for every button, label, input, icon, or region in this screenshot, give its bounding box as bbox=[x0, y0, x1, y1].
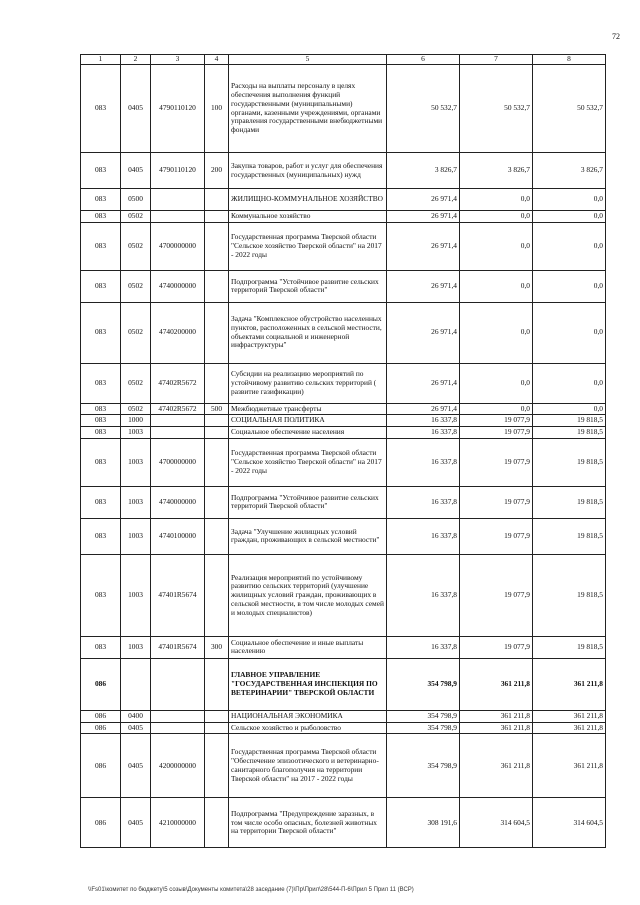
target-article-cell bbox=[151, 658, 205, 710]
table-row bbox=[81, 722, 606, 734]
amount-year-1-cell: 308 191,6 bbox=[387, 798, 460, 848]
table-row bbox=[81, 710, 606, 722]
target-article-cell: 4790110120 bbox=[151, 65, 205, 153]
expense-type-cell bbox=[205, 518, 229, 554]
amount-year-2-cell: 19 077,9 bbox=[460, 486, 533, 518]
admin-code-cell: 083 bbox=[81, 486, 121, 518]
section-code-cell bbox=[121, 658, 151, 710]
header-cell: 7 bbox=[460, 55, 533, 65]
amount-year-1-cell: 16 337,8 bbox=[387, 486, 460, 518]
admin-code-cell: 083 bbox=[81, 189, 121, 211]
header-cell: 8 bbox=[533, 55, 606, 65]
amount-year-2-cell: 19 077,9 bbox=[460, 636, 533, 658]
section-code-cell: 0502 bbox=[121, 222, 151, 270]
amount-year-1-cell: 16 337,8 bbox=[387, 415, 460, 427]
amount-year-3-cell: 50 532,7 bbox=[533, 65, 606, 153]
section-code-cell: 0405 bbox=[121, 798, 151, 848]
admin-code-cell: 083 bbox=[81, 302, 121, 363]
page-number: 72 bbox=[612, 32, 620, 41]
table-row bbox=[81, 153, 606, 189]
amount-year-1-cell: 354 798,9 bbox=[387, 658, 460, 710]
section-code-cell: 0405 bbox=[121, 722, 151, 734]
amount-year-1-cell: 26 971,4 bbox=[387, 189, 460, 211]
amount-year-2-cell: 0,0 bbox=[460, 302, 533, 363]
budget-table bbox=[80, 54, 606, 848]
expense-type-cell: 500 bbox=[205, 403, 229, 415]
item-name-cell: Подпрограмма "Устойчивое развитие сельских территорий Тверской области" bbox=[229, 486, 387, 518]
amount-year-2-cell: 3 826,7 bbox=[460, 153, 533, 189]
target-article-cell: 47402R5672 bbox=[151, 403, 205, 415]
target-article-cell bbox=[151, 189, 205, 211]
amount-year-3-cell: 0,0 bbox=[533, 363, 606, 403]
amount-year-1-cell: 26 971,4 bbox=[387, 302, 460, 363]
amount-year-2-cell: 19 077,9 bbox=[460, 438, 533, 486]
target-article-cell: 4700000000 bbox=[151, 222, 205, 270]
amount-year-2-cell: 0,0 bbox=[460, 270, 533, 302]
section-code-cell: 0502 bbox=[121, 302, 151, 363]
amount-year-2-cell: 0,0 bbox=[460, 222, 533, 270]
amount-year-1-cell: 16 337,8 bbox=[387, 636, 460, 658]
amount-year-2-cell: 361 211,8 bbox=[460, 734, 533, 798]
target-article-cell: 47401R5674 bbox=[151, 636, 205, 658]
expense-type-cell bbox=[205, 722, 229, 734]
item-name-cell: Реализация мероприятий по устойчивому развитию сельских территорий (улучшение жилищных условий граждан, проживающих в сельской местности, в том числе молодых семей и молодых специалистов) bbox=[229, 554, 387, 636]
admin-code-cell: 083 bbox=[81, 403, 121, 415]
table-row bbox=[81, 427, 606, 439]
table-row bbox=[81, 734, 606, 798]
target-article-cell: 4740000000 bbox=[151, 486, 205, 518]
table-row bbox=[81, 415, 606, 427]
item-name-cell: Расходы на выплаты персоналу в целях обеспечения выполнения функций государственными (муниципальными) органами, казенными учреждениями, органами управления государственными внебюджетными фондами bbox=[229, 65, 387, 153]
target-article-cell: 4200000000 bbox=[151, 734, 205, 798]
table-row bbox=[81, 658, 606, 710]
section-code-cell: 1003 bbox=[121, 427, 151, 439]
header-cell: 6 bbox=[387, 55, 460, 65]
item-name-cell: Подпрограмма "Устойчивое развитие сельских территорий Тверской области" bbox=[229, 270, 387, 302]
item-name-cell: Государственная программа Тверской области "Сельское хозяйство Тверской области" на 2017 - 2022 годы bbox=[229, 438, 387, 486]
admin-code-cell: 083 bbox=[81, 222, 121, 270]
file-path-footer: \\Fs01\комитет по бюджету\5 созыв\Документы комитета\28 заседание (7)\Пр\Прил\28\544-П-6\Прил 5 Прил 11 (ВСР) bbox=[88, 887, 414, 893]
table-header-row bbox=[81, 55, 606, 65]
amount-year-3-cell: 3 826,7 bbox=[533, 153, 606, 189]
expense-type-cell bbox=[205, 658, 229, 710]
amount-year-1-cell: 50 532,7 bbox=[387, 65, 460, 153]
amount-year-3-cell: 0,0 bbox=[533, 211, 606, 223]
amount-year-3-cell: 361 211,8 bbox=[533, 722, 606, 734]
amount-year-3-cell: 0,0 bbox=[533, 403, 606, 415]
admin-code-cell: 083 bbox=[81, 415, 121, 427]
amount-year-1-cell: 26 971,4 bbox=[387, 363, 460, 403]
amount-year-1-cell: 26 971,4 bbox=[387, 270, 460, 302]
header-cell: 5 bbox=[229, 55, 387, 65]
item-name-cell: Межбюджетные трансферты bbox=[229, 403, 387, 415]
section-code-cell: 1003 bbox=[121, 486, 151, 518]
target-article-cell: 4790110120 bbox=[151, 153, 205, 189]
target-article-cell: 4700000000 bbox=[151, 438, 205, 486]
expense-type-cell bbox=[205, 189, 229, 211]
table-row bbox=[81, 438, 606, 486]
expense-type-cell bbox=[205, 427, 229, 439]
item-name-cell: СОЦИАЛЬНАЯ ПОЛИТИКА bbox=[229, 415, 387, 427]
table-row bbox=[81, 302, 606, 363]
target-article-cell bbox=[151, 415, 205, 427]
expense-type-cell bbox=[205, 554, 229, 636]
header-cell: 1 bbox=[81, 55, 121, 65]
section-code-cell: 0502 bbox=[121, 211, 151, 223]
expense-type-cell: 100 bbox=[205, 65, 229, 153]
expense-type-cell bbox=[205, 211, 229, 223]
expense-type-cell: 300 bbox=[205, 636, 229, 658]
table-row bbox=[81, 403, 606, 415]
amount-year-2-cell: 19 077,9 bbox=[460, 518, 533, 554]
amount-year-3-cell: 314 604,5 bbox=[533, 798, 606, 848]
admin-code-cell: 083 bbox=[81, 153, 121, 189]
target-article-cell: 47402R5672 bbox=[151, 363, 205, 403]
amount-year-2-cell: 19 077,9 bbox=[460, 554, 533, 636]
target-article-cell: 4740100000 bbox=[151, 518, 205, 554]
admin-code-cell: 083 bbox=[81, 438, 121, 486]
amount-year-1-cell: 26 971,4 bbox=[387, 403, 460, 415]
table-row bbox=[81, 270, 606, 302]
amount-year-1-cell: 3 826,7 bbox=[387, 153, 460, 189]
item-name-cell: Субсидии на реализацию мероприятий по устойчивому развитию сельских территорий ( развитие газификации) bbox=[229, 363, 387, 403]
target-article-cell: 4740000000 bbox=[151, 270, 205, 302]
admin-code-cell: 086 bbox=[81, 710, 121, 722]
amount-year-2-cell: 361 211,8 bbox=[460, 658, 533, 710]
amount-year-3-cell: 19 818,5 bbox=[533, 636, 606, 658]
amount-year-1-cell: 26 971,4 bbox=[387, 222, 460, 270]
admin-code-cell: 086 bbox=[81, 722, 121, 734]
admin-code-cell: 086 bbox=[81, 734, 121, 798]
amount-year-3-cell: 19 818,5 bbox=[533, 518, 606, 554]
admin-code-cell: 083 bbox=[81, 363, 121, 403]
expense-type-cell bbox=[205, 222, 229, 270]
amount-year-2-cell: 19 077,9 bbox=[460, 415, 533, 427]
section-code-cell: 1003 bbox=[121, 636, 151, 658]
item-name-cell: Подпрограмма "Предупреждение заразных, в том числе особо опасных, болезней животных на территории Тверской области" bbox=[229, 798, 387, 848]
target-article-cell bbox=[151, 722, 205, 734]
item-name-cell: ЖИЛИЩНО-КОММУНАЛЬНОЕ ХОЗЯЙСТВО bbox=[229, 189, 387, 211]
amount-year-2-cell: 0,0 bbox=[460, 211, 533, 223]
amount-year-2-cell: 0,0 bbox=[460, 363, 533, 403]
expense-type-cell bbox=[205, 302, 229, 363]
amount-year-3-cell: 0,0 bbox=[533, 302, 606, 363]
amount-year-1-cell: 26 971,4 bbox=[387, 211, 460, 223]
item-name-cell: НАЦИОНАЛЬНАЯ ЭКОНОМИКА bbox=[229, 710, 387, 722]
target-article-cell: 4740200000 bbox=[151, 302, 205, 363]
item-name-cell: Социальное обеспечение и иные выплаты населению bbox=[229, 636, 387, 658]
section-code-cell: 0405 bbox=[121, 734, 151, 798]
admin-code-cell: 083 bbox=[81, 636, 121, 658]
header-cell: 4 bbox=[205, 55, 229, 65]
item-name-cell: Сельское хозяйство и рыболовство bbox=[229, 722, 387, 734]
section-code-cell: 0502 bbox=[121, 403, 151, 415]
table-row bbox=[81, 65, 606, 153]
amount-year-3-cell: 361 211,8 bbox=[533, 658, 606, 710]
target-article-cell bbox=[151, 710, 205, 722]
target-article-cell: 47401R5674 bbox=[151, 554, 205, 636]
amount-year-1-cell: 354 798,9 bbox=[387, 710, 460, 722]
table-row bbox=[81, 363, 606, 403]
amount-year-3-cell: 361 211,8 bbox=[533, 710, 606, 722]
item-name-cell: Закупка товаров, работ и услуг для обеспечения государственных (муниципальных) нужд bbox=[229, 153, 387, 189]
item-name-cell: ГЛАВНОЕ УПРАВЛЕНИЕ "ГОСУДАРСТВЕННАЯ ИНСПЕКЦИЯ ПО ВЕТЕРИНАРИИ" ТВЕРСКОЙ ОБЛАСТИ bbox=[229, 658, 387, 710]
expense-type-cell bbox=[205, 798, 229, 848]
table-row bbox=[81, 518, 606, 554]
amount-year-3-cell: 19 818,5 bbox=[533, 415, 606, 427]
amount-year-3-cell: 0,0 bbox=[533, 189, 606, 211]
section-code-cell: 1000 bbox=[121, 415, 151, 427]
item-name-cell: Задача "Комплексное обустройство населенных пунктов, расположенных в сельской местности, объектами социальной и инженерной инфраструктуры" bbox=[229, 302, 387, 363]
admin-code-cell: 083 bbox=[81, 211, 121, 223]
expense-type-cell bbox=[205, 486, 229, 518]
item-name-cell: Государственная программа Тверской области "Сельское хозяйство Тверской области" на 2017 - 2022 годы bbox=[229, 222, 387, 270]
admin-code-cell: 086 bbox=[81, 658, 121, 710]
admin-code-cell: 083 bbox=[81, 427, 121, 439]
section-code-cell: 0400 bbox=[121, 710, 151, 722]
amount-year-1-cell: 354 798,9 bbox=[387, 734, 460, 798]
target-article-cell bbox=[151, 211, 205, 223]
table-row bbox=[81, 554, 606, 636]
admin-code-cell: 083 bbox=[81, 270, 121, 302]
item-name-cell: Государственная программа Тверской области "Обеспечение эпизоотического и ветеринарно-санитарного благополучия на территории Тверской области" на 2017 - 2022 годы bbox=[229, 734, 387, 798]
section-code-cell: 1003 bbox=[121, 438, 151, 486]
table-row bbox=[81, 486, 606, 518]
item-name-cell: Социальное обеспечение населения bbox=[229, 427, 387, 439]
section-code-cell: 1003 bbox=[121, 554, 151, 636]
section-code-cell: 0502 bbox=[121, 363, 151, 403]
amount-year-1-cell: 16 337,8 bbox=[387, 518, 460, 554]
target-article-cell bbox=[151, 427, 205, 439]
amount-year-2-cell: 19 077,9 bbox=[460, 427, 533, 439]
amount-year-2-cell: 50 532,7 bbox=[460, 65, 533, 153]
section-code-cell: 0500 bbox=[121, 189, 151, 211]
amount-year-3-cell: 0,0 bbox=[533, 222, 606, 270]
amount-year-1-cell: 16 337,8 bbox=[387, 438, 460, 486]
amount-year-3-cell: 19 818,5 bbox=[533, 554, 606, 636]
table-row bbox=[81, 798, 606, 848]
section-code-cell: 0405 bbox=[121, 65, 151, 153]
table-row bbox=[81, 189, 606, 211]
section-code-cell: 0405 bbox=[121, 153, 151, 189]
amount-year-2-cell: 0,0 bbox=[460, 189, 533, 211]
amount-year-3-cell: 19 818,5 bbox=[533, 486, 606, 518]
header-cell: 3 bbox=[151, 55, 205, 65]
table-row bbox=[81, 211, 606, 223]
expense-type-cell bbox=[205, 363, 229, 403]
admin-code-cell: 083 bbox=[81, 518, 121, 554]
amount-year-2-cell: 0,0 bbox=[460, 403, 533, 415]
expense-type-cell bbox=[205, 438, 229, 486]
expense-type-cell bbox=[205, 415, 229, 427]
amount-year-3-cell: 361 211,8 bbox=[533, 734, 606, 798]
expense-type-cell: 200 bbox=[205, 153, 229, 189]
target-article-cell: 4210000000 bbox=[151, 798, 205, 848]
amount-year-3-cell: 19 818,5 bbox=[533, 438, 606, 486]
header-cell: 2 bbox=[121, 55, 151, 65]
amount-year-3-cell: 0,0 bbox=[533, 270, 606, 302]
section-code-cell: 0502 bbox=[121, 270, 151, 302]
amount-year-1-cell: 16 337,8 bbox=[387, 554, 460, 636]
table-row bbox=[81, 636, 606, 658]
table-row bbox=[81, 222, 606, 270]
admin-code-cell: 083 bbox=[81, 554, 121, 636]
admin-code-cell: 083 bbox=[81, 65, 121, 153]
expense-type-cell bbox=[205, 270, 229, 302]
amount-year-2-cell: 314 604,5 bbox=[460, 798, 533, 848]
amount-year-1-cell: 16 337,8 bbox=[387, 427, 460, 439]
item-name-cell: Коммунальное хозяйство bbox=[229, 211, 387, 223]
amount-year-1-cell: 354 798,9 bbox=[387, 722, 460, 734]
section-code-cell: 1003 bbox=[121, 518, 151, 554]
amount-year-2-cell: 361 211,8 bbox=[460, 710, 533, 722]
amount-year-2-cell: 361 211,8 bbox=[460, 722, 533, 734]
amount-year-3-cell: 19 818,5 bbox=[533, 427, 606, 439]
expense-type-cell bbox=[205, 710, 229, 722]
item-name-cell: Задача "Улучшение жилищных условий граждан, проживающих в сельской местности" bbox=[229, 518, 387, 554]
admin-code-cell: 086 bbox=[81, 798, 121, 848]
expense-type-cell bbox=[205, 734, 229, 798]
